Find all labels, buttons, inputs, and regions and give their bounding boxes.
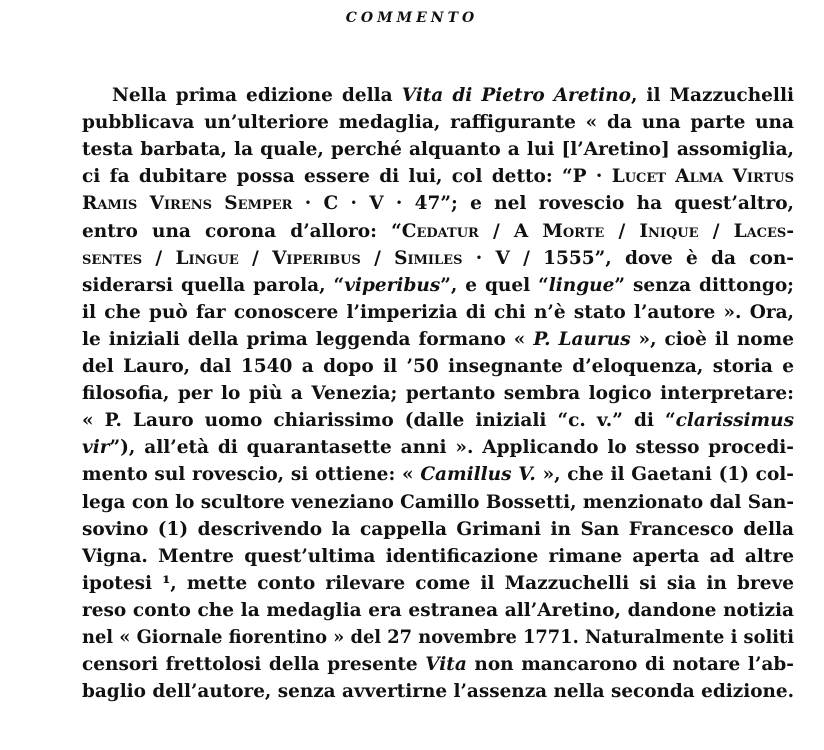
text-run: », che il Gaetani (1) col- bbox=[535, 464, 794, 486]
text-run: baglio dell’autore, senza avvertirne l’assenza nella seconda edizione. bbox=[82, 681, 794, 703]
italic-run: lingue bbox=[548, 274, 615, 296]
italic-run: Camillus V. bbox=[420, 464, 536, 486]
text-run: ”, e quel “ bbox=[440, 274, 549, 296]
text-run: le iniziali della prima leggenda formano « bbox=[82, 328, 534, 350]
text-run: siderarsi quella parola, “ bbox=[82, 274, 345, 296]
text-run: ”), all’età di quarantasette anni ». Applicando lo stesso procedi- bbox=[109, 437, 794, 459]
text-line bbox=[82, 218, 794, 246]
text-run: filosofia, per lo più a Venezia; pertanto sembra logico interpretare: bbox=[82, 383, 794, 405]
text-line bbox=[82, 326, 794, 354]
text-line bbox=[82, 407, 794, 435]
text-run: Nella prima edizione della bbox=[112, 85, 402, 106]
section-heading: COMMENTO bbox=[345, 10, 479, 26]
text-run: del Lauro, dal 1540 a dopo il ’50 insegnante d’eloquenza, storia e bbox=[82, 356, 794, 377]
text-line bbox=[82, 109, 794, 137]
text-run: , il Mazzuchelli bbox=[630, 85, 794, 106]
text-line bbox=[82, 516, 794, 544]
small-caps-run: Cedatur / A Morte / Inique / Laces- bbox=[401, 220, 795, 242]
text-line bbox=[82, 380, 794, 408]
italic-run: Vita di Pietro Aretino bbox=[401, 85, 631, 106]
italic-run: clarissimus bbox=[675, 410, 794, 432]
text-line bbox=[82, 678, 794, 706]
text-run: · C · V · 47”; e nel rovescio ha quest’altro, bbox=[292, 193, 794, 215]
text-run: non mancarono di notare l’ab- bbox=[466, 654, 794, 676]
text-run: sovino (1) descrivendo la cappella Grimani in San Francesco della bbox=[82, 518, 794, 540]
text-run: pubblicava un’ulteriore medaglia, raffigurante « da una parte una bbox=[82, 112, 794, 134]
text-run: reso conto che la medaglia era estranea all’Aretino, dandone notizia bbox=[82, 599, 794, 621]
text-run: entro una corona d’alloro: “ bbox=[82, 220, 402, 242]
text-line bbox=[82, 624, 794, 652]
text-run: ipotesi ¹, mette conto rilevare come il Mazzuchelli si sia in breve bbox=[82, 572, 794, 594]
text-line bbox=[82, 651, 794, 679]
text-line bbox=[112, 82, 794, 110]
text-run: lega con lo scultore veneziano Camillo Bossetti, menzionato dal San- bbox=[82, 491, 794, 513]
italic-run: viperibus bbox=[344, 274, 441, 296]
small-caps-run: Lucet Alma Virtus bbox=[611, 166, 794, 188]
text-line bbox=[82, 299, 794, 327]
text-line bbox=[82, 190, 794, 218]
text-run: Vigna. Mentre quest’ultima identificazione rimane aperta ad altre bbox=[82, 545, 794, 567]
text-line bbox=[82, 434, 794, 462]
text-line bbox=[82, 245, 794, 273]
text-line bbox=[82, 353, 794, 381]
text-run: nel « Giornale fiorentino » del 27 novembre 1771. Naturalmente i soliti bbox=[82, 627, 794, 648]
text-run: « P. Lauro uomo chiarissimo (dalle iniziali “c. v.” di “ bbox=[82, 410, 676, 432]
small-caps-run: sentes / Lingue / Viperibus / Similes bbox=[82, 247, 463, 269]
text-run: ” senza dittongo; bbox=[614, 274, 794, 296]
text-line bbox=[82, 489, 794, 517]
text-line bbox=[82, 597, 794, 625]
italic-run: Vita bbox=[425, 654, 467, 676]
text-line bbox=[82, 136, 794, 164]
text-run: censori frettolosi della presente bbox=[82, 654, 426, 676]
text-line bbox=[82, 272, 794, 300]
text-run: mento sul rovescio, si ottiene: « bbox=[82, 464, 421, 486]
italic-run: vir bbox=[82, 437, 110, 459]
small-caps-run: Ramis Virens Semper bbox=[82, 193, 293, 215]
text-line bbox=[82, 543, 794, 571]
text-run: il che può far conoscere l’imperizia di chi n’è stato l’autore ». Ora, bbox=[82, 301, 794, 323]
text-run: · V / 1555”, dove è da con- bbox=[462, 247, 794, 269]
text-run: testa barbata, la quale, perché alquanto a lui [l’Aretino] assomiglia, bbox=[82, 139, 794, 161]
text-line bbox=[82, 570, 794, 598]
italic-run: P. Laurus bbox=[533, 328, 631, 350]
text-line bbox=[82, 461, 794, 489]
text-run: », cioè il nome bbox=[630, 328, 794, 350]
text-run: ci fa dubitare possa essere di lui, col detto: “P · bbox=[82, 166, 612, 188]
text-line bbox=[82, 163, 794, 191]
